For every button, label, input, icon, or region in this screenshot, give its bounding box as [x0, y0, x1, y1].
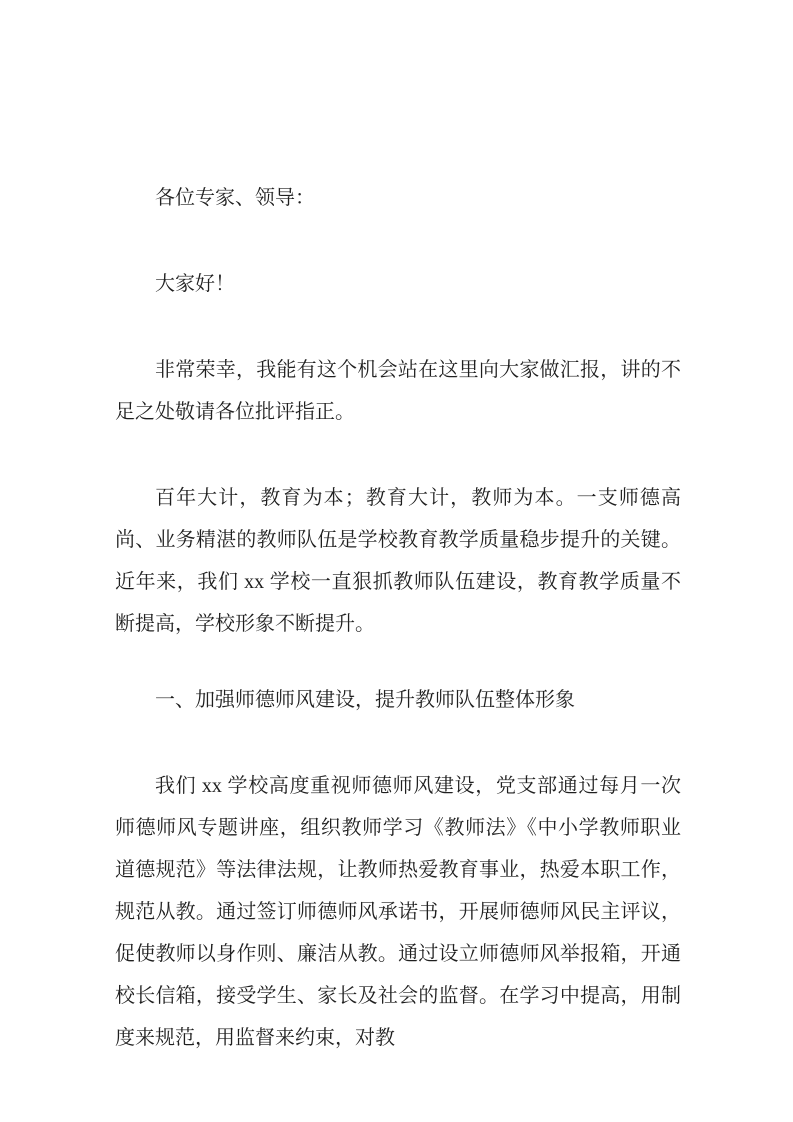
- overview-paragraph: 百年大计，教育为本；教育大计，教师为本。一支师德高尚、业务精湛的教师队伍是学校教育教学质量稳步提升的关键。近年来，我们 xx 学校一直狠抓教师队伍建设，教育教学质量不断提高，学校形象不断提升。: [115, 487, 681, 635]
- salutation-line: 各位专家、领导：: [155, 187, 315, 209]
- section-1-body-paragraph: 我们 xx 学校高度重视师德师风建设，党支部通过每月一次师德师风专题讲座，组织教师学习《教师法》《中小学教师职业道德规范》等法律法规，让教师热爱教育事业，热爱本职工作，规范从教。通过签订师德师风承诺书，开展师德师风民主评议，促使教师以身作则、廉洁从教。通过设立师德师风举报箱，开通校长信箱，接受学生、家长及社会的监督。在学习中提高，用制度来规范，用监督来约束，对教: [115, 775, 681, 1049]
- greeting-line: 大家好！: [155, 273, 235, 295]
- section-heading-1: 一、加强师德师风建设，提升教师队伍整体形象: [155, 689, 575, 711]
- opening-paragraph: 非常荣幸，我能有这个机会站在这里向大家做汇报，讲的不足之处敬请各位批评指正。: [115, 359, 681, 423]
